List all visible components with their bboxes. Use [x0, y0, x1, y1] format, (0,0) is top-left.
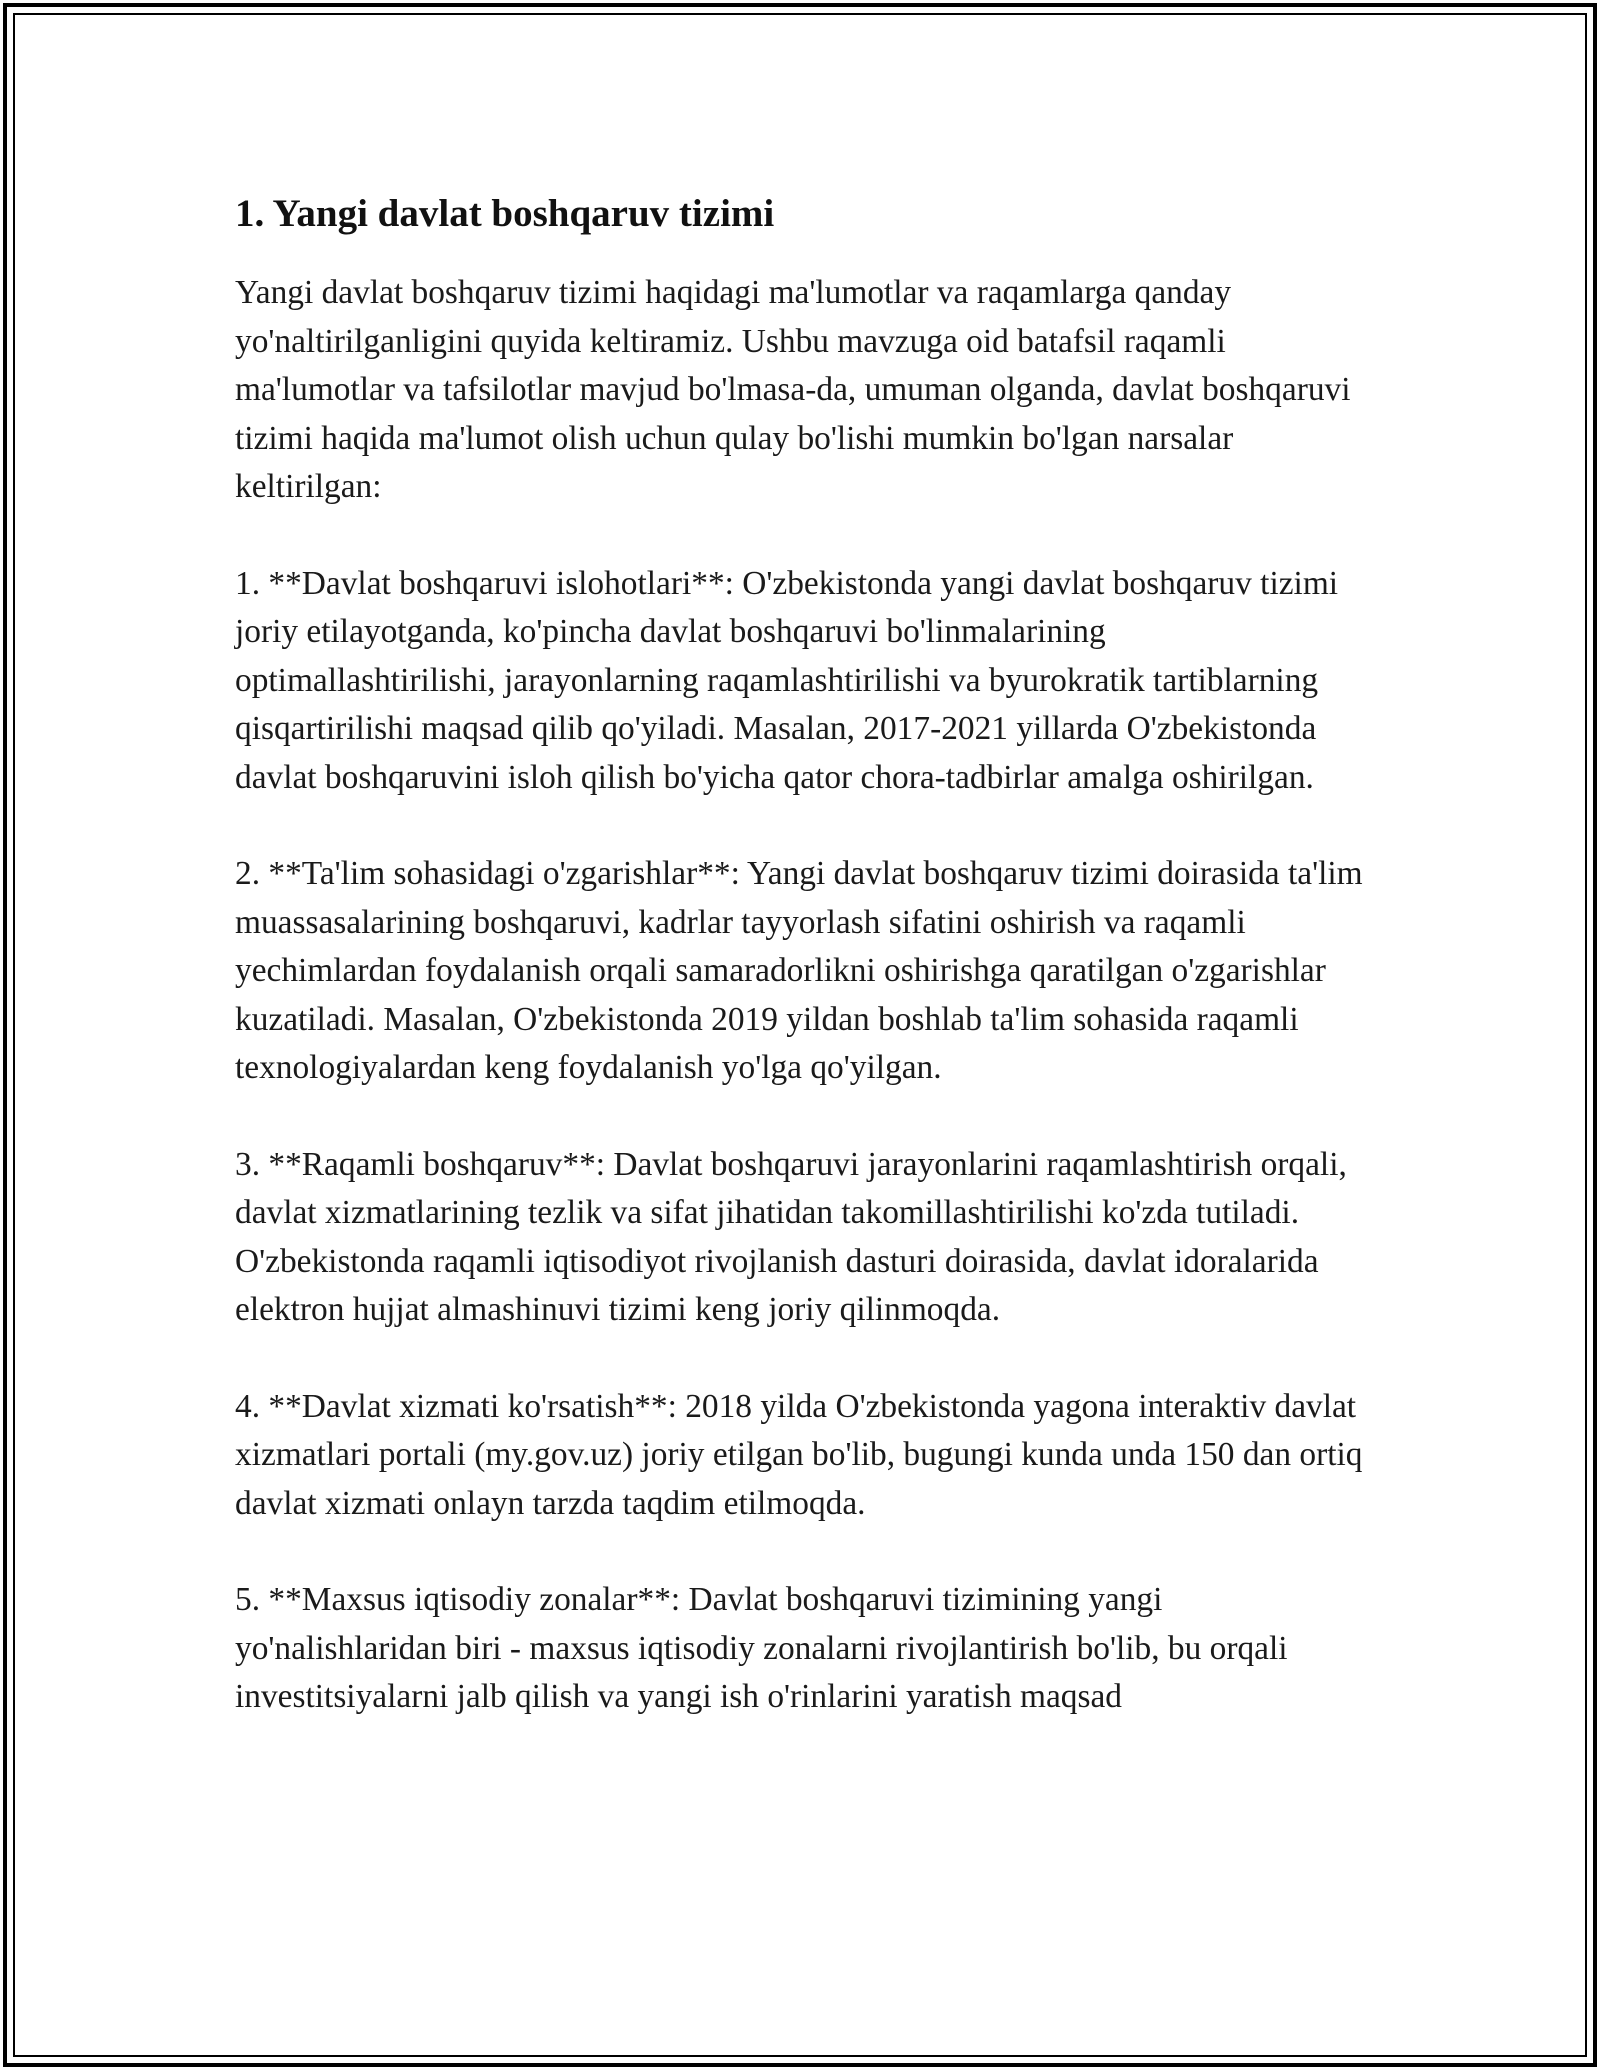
intro-paragraph: Yangi davlat boshqaruv tizimi haqidagi ma'lumotlar va raqamlarga qanday yo'naltirilganligini quyida keltiramiz. Ushbu mavzuga oid batafsil raqamli ma'lumotlar va tafsilotlar mavjud bo'lmasa-da, umuman olganda, davlat boshqaruvi tizimi haqida ma'lumot olish uchun qulay bo'lishi mumkin bo'lgan narsalar keltirilgan: — [235, 274, 1351, 505]
list-item-digital-governance: 3. **Raqamli boshqaruv**: Davlat boshqaruvi jarayonlarini raqamlashtirish orqali, davlat xizmatlarining tezlik va sifat jihatidan takomillashtirilishi ko'zda tutiladi. O'zbekistonda raqamli iqtisodiyot rivojlanish dasturi doirasida, davlat idoralarida elektron hujjat almashinuvi tizimi keng joriy qilinmoqda. — [235, 1145, 1347, 1328]
list-item-education: 2. **Ta'lim sohasidagi o'zgarishlar**: Yangi davlat boshqaruv tizimi doirasida ta'lim muassasalarining boshqaruvi, kadrlar tayyorlash sifatini oshirish va raqamli yechimlardan foydalanish orqali samaradorlikni oshirishga qaratilgan o'zgarishlar kuzatiladi. Masalan, O'zbekistonda 2019 yildan boshlab ta'lim sohasida raqamli texnologiyalardan keng foydalanish yo'lga qo'yilgan. — [235, 855, 1363, 1086]
section-heading: 1. Yangi davlat boshqaruv tizimi — [235, 192, 775, 235]
list-item-reforms: 1. **Davlat boshqaruvi islohotlari**: O'zbekistonda yangi davlat boshqaruv tizimi joriy etilayotganda, ko'pincha davlat boshqaruvi bo'linmalarining optimallashtirilishi, jarayonlarning raqamlashtirilishi va byurokratik tartiblarning qisqartirilishi maqsad qilib qo'yiladi. Masalan, 2017-2021 yillarda O'zbekistonda davlat boshqaruvini isloh qilish bo'yicha qator chora-tadbirlar amalga oshirilgan. — [235, 564, 1339, 796]
list-item-public-services: 4. **Davlat xizmati ko'rsatish**: 2018 yilda O'zbekistonda yagona interaktiv davlat xizmatlari portali (my.gov.uz) joriy etilgan bo'lib, bugungi kunda unda 150 dan ortiq davlat xizmati onlayn tarzda taqdim etilmoqda. — [235, 1387, 1363, 1522]
document-body — [235, 185, 1365, 1722]
list-item-economic-zones: 5. **Maxsus iqtisodiy zonalar**: Davlat boshqaruvi tizimining yangi yo'nalishlaridan biri - maxsus iqtisodiy zonalarni rivojlantirish bo'lib, bu orqali investitsiyalarni jalb qilish va yangi ish o'rinlarini yaratish maqsad — [235, 1581, 1288, 1715]
